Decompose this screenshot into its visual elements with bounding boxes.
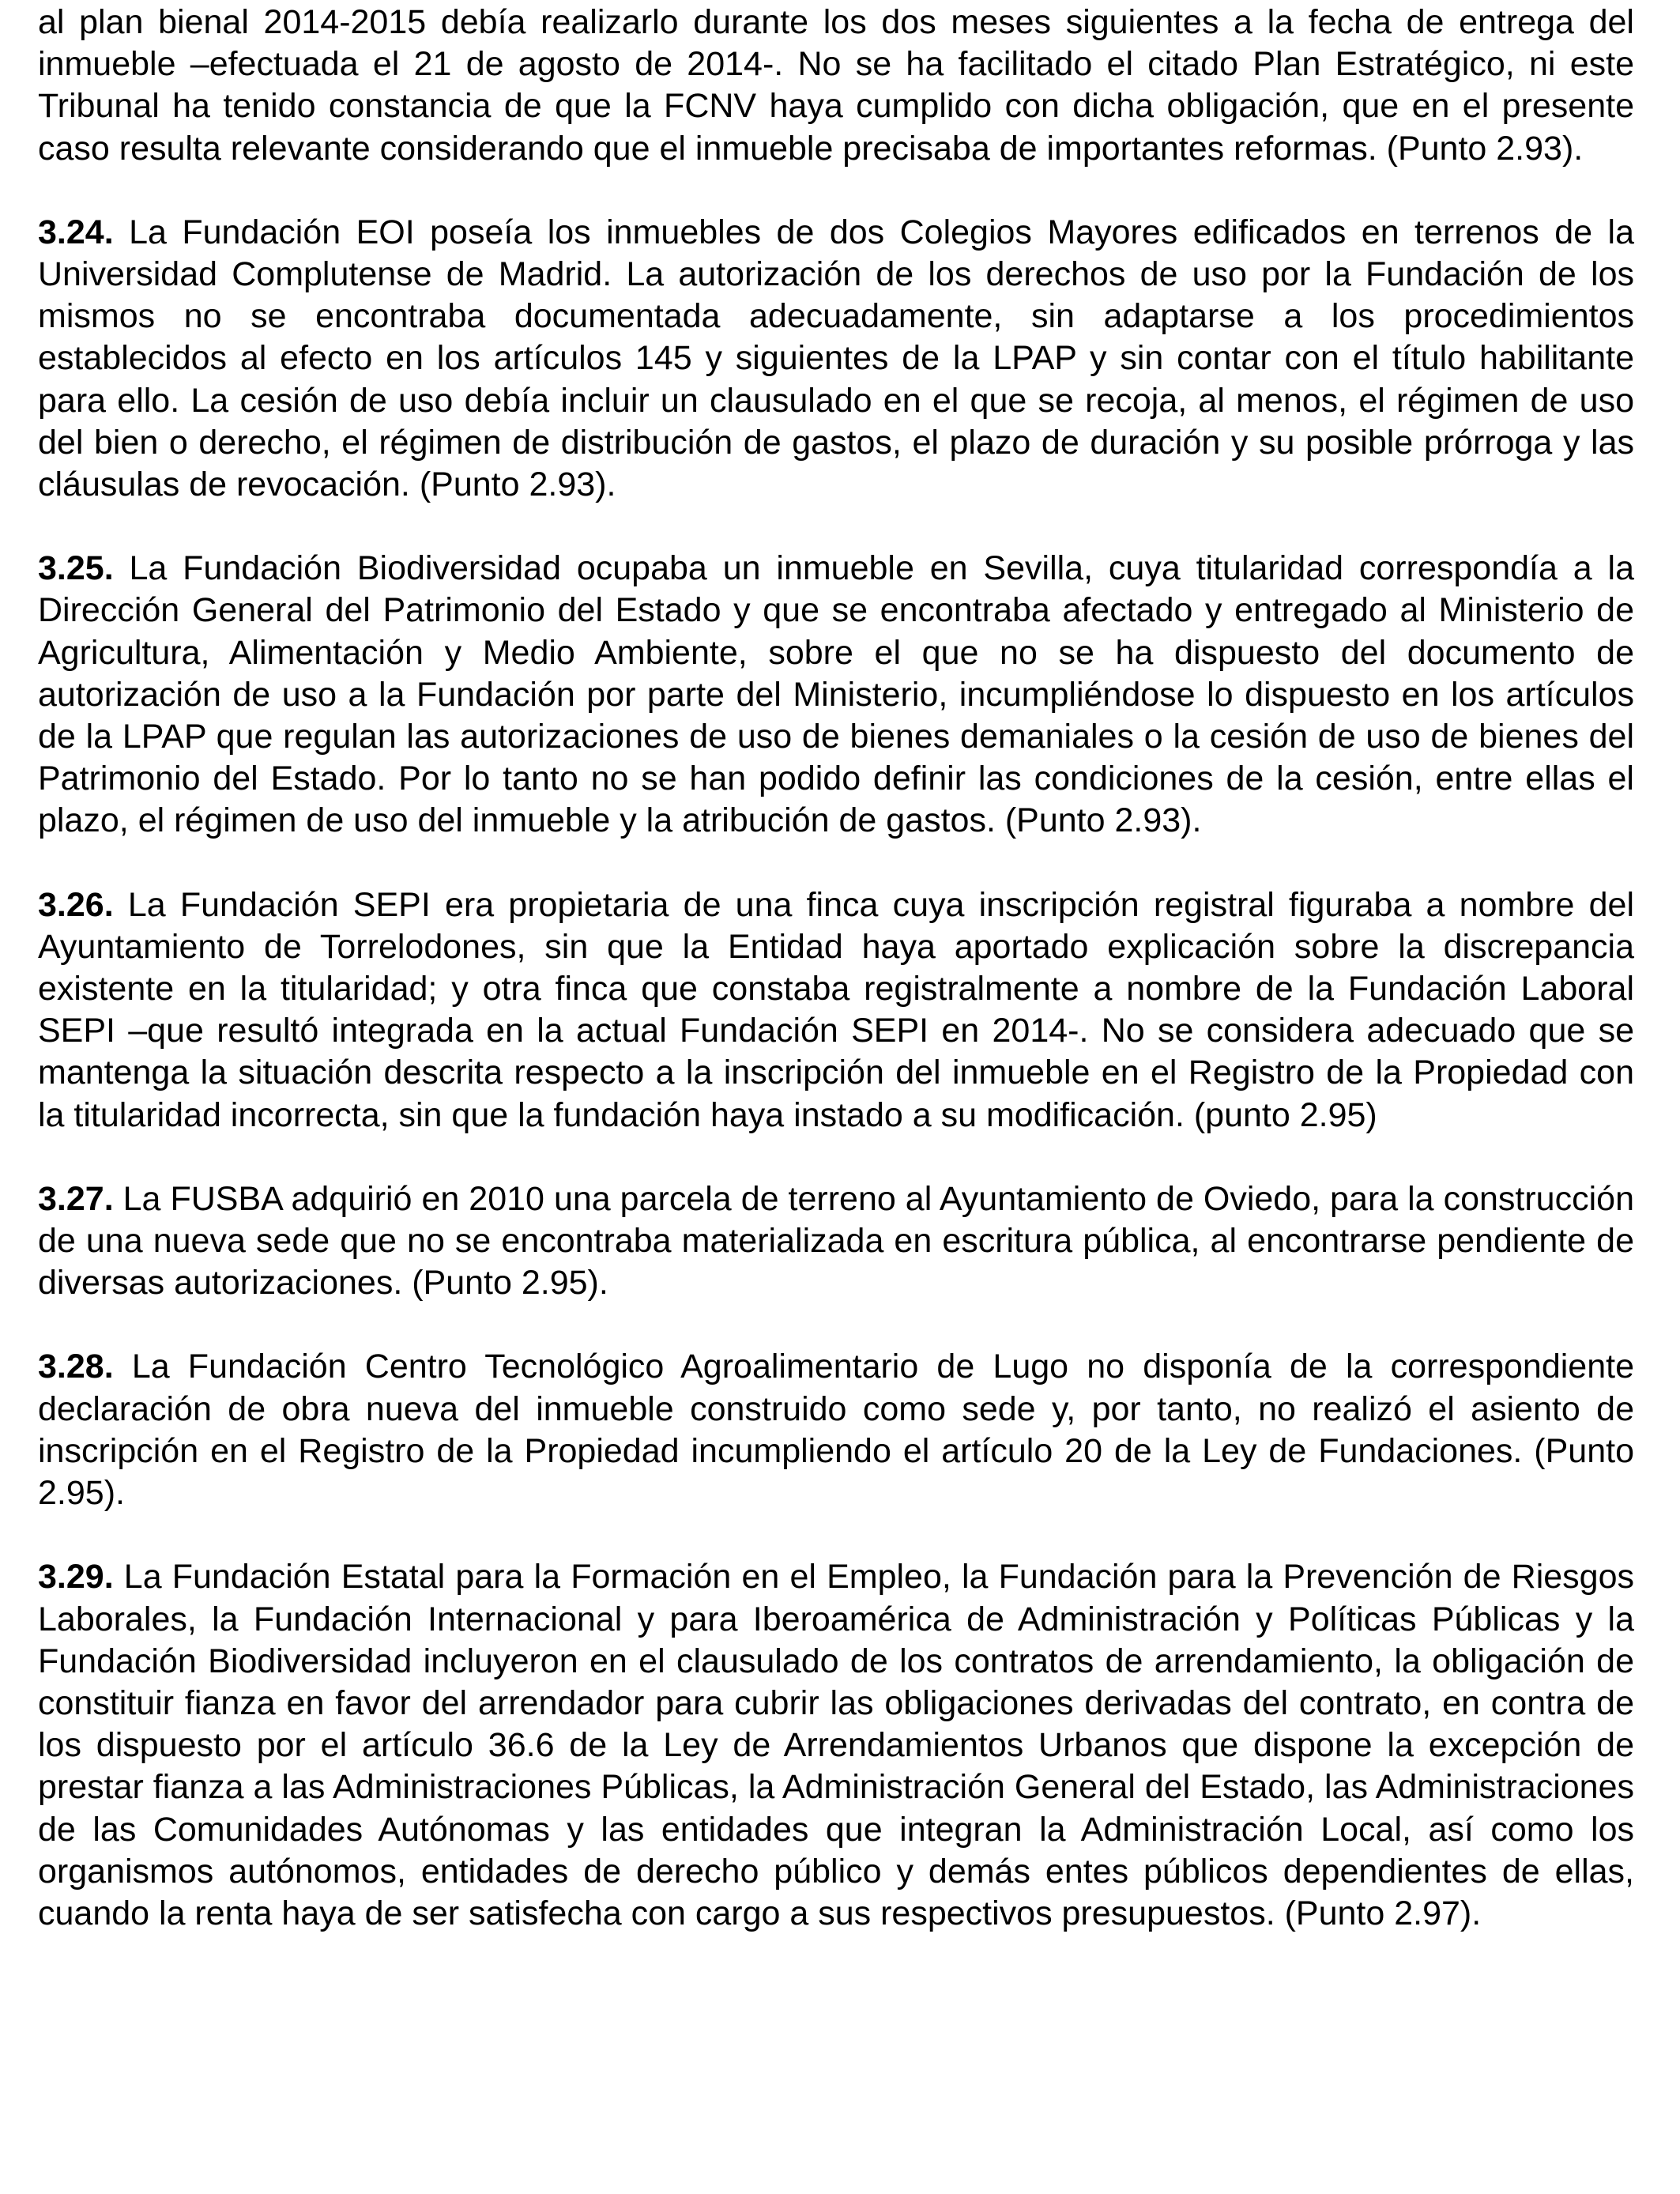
paragraph-continuation	[38, 2, 1634, 170]
paragraph-text: La Fundación EOI poseía los inmuebles de dos Colegios Mayores edificados en terrenos de la Universidad Complutense de Madrid. La autorización de los derechos de uso por la Fundación de los mismos no se encontraba documentada adecuadamente, sin adaptarse a los procedimientos establecidos al efecto en los artículos 145 y siguientes de la LPAP y sin contar con el título habilitante para ello. La cesión de uso debía incluir un clausulado en el que se recoja, al menos, el régimen de uso del bien o derecho, el régimen de distribución de gastos, el plazo de duración y su posible prórroga y las cláusulas de revocación. (Punto 2.93).	[38, 213, 1634, 504]
paragraph-3-26	[38, 884, 1634, 1137]
paragraph-text: La Fundación Estatal para la Formación en el Empleo, la Fundación para la Prevención de Riesgos Laborales, la Fundación Internacional y para Iberoamérica de Administración y Políticas Públicas y la Fundación Biodiversidad incluyeron en el clausulado de los contratos de arrendamiento, la obligación de constituir fianza en favor del arrendador para cubrir las obligaciones derivadas del contrato, en contra de los dispuesto por el artículo 36.6 de la Ley de Arrendamientos Urbanos que dispone la excepción de prestar fianza a las Administraciones Públicas, la Administración General del Estado, las Administraciones de las Comunidades Autónomas y las entidades que integran la Administración Local, así como los organismos autónomos, entidades de derecho público y demás entes públicos dependientes de ellas, cuando la renta haya de ser satisfecha con cargo a sus respectivos presupuestos. (Punto 2.97).	[38, 1558, 1634, 1932]
paragraph-number: 3.26.	[38, 885, 114, 924]
paragraph-text: La Fundación SEPI era propietaria de una finca cuya inscripción registral figuraba a nombre del Ayuntamiento de Torrelodones, sin que la Entidad haya aportado explicación sobre la discrepancia existente en la titularidad; y otra finca que constaba registralmente a nombre de la Fundación Laboral SEPI –que resultó integrada en la actual Fundación SEPI en 2014-. No se considera adecuado que se mantenga la situación descrita respecto a la inscripción del inmueble en el Registro de la Propiedad con la titularidad incorrecta, sin que la fundación haya instado a su modificación. (punto 2.95)	[38, 885, 1635, 1134]
paragraph-text: al plan bienal 2014-2015 debía realizarlo durante los dos meses siguientes a la fecha de entrega del inmueble –efectuada el 21 de agosto de 2014-. No se ha facilitado el citado Plan Estratégico, ni este Tribunal ha tenido constancia de que la FCNV haya cumplido con dicha obligación, que en el presente caso resulta relevante considerando que el inmueble precisaba de importantes reformas. (Punto 2.93).	[38, 3, 1634, 168]
paragraph-text: La FUSBA adquirió en 2010 una parcela de terreno al Ayuntamiento de Oviedo, para la construcción de una nueva sede que no se encontraba materializada en escritura pública, al encontrarse pendiente de diversas autorizaciones. (Punto 2.95).	[38, 1179, 1634, 1302]
document-page	[38, 0, 1634, 1977]
paragraph-3-29	[38, 1556, 1634, 1935]
paragraph-text: La Fundación Biodiversidad ocupaba un inmueble en Sevilla, cuya titularidad correspondía a la Dirección General del Patrimonio del Estado y que se encontraba afectado y entregado al Ministerio de Agricultura, Alimentación y Medio Ambiente, sobre el que no se ha dispuesto del documento de autorización de uso a la Fundación por parte del Ministerio, incumpliéndose lo dispuesto en los artículos de la LPAP que regulan las autorizaciones de uso de bienes demaniales o la cesión de uso de bienes del Patrimonio del Estado. Por lo tanto no se han podido definir las condiciones de la cesión, entre ellas el plazo, el régimen de uso del inmueble y la atribución de gastos. (Punto 2.93).	[38, 549, 1634, 840]
paragraph-3-28	[38, 1346, 1634, 1514]
paragraph-3-25	[38, 548, 1634, 842]
paragraph-3-24	[38, 212, 1634, 506]
paragraph-number: 3.29.	[38, 1558, 114, 1596]
paragraph-number: 3.24.	[38, 213, 114, 251]
paragraph-number: 3.25.	[38, 549, 114, 588]
paragraph-3-27	[38, 1178, 1634, 1305]
paragraph-number: 3.28.	[38, 1348, 114, 1386]
paragraph-text: La Fundación Centro Tecnológico Agroalimentario de Lugo no disponía de la correspondiente declaración de obra nueva del inmueble construido como sede y, por tanto, no realizó el asiento de inscripción en el Registro de la Propiedad incumpliendo el artículo 20 de la Ley de Fundaciones. (Punto 2.95).	[38, 1348, 1634, 1513]
paragraph-number: 3.27.	[38, 1179, 114, 1218]
